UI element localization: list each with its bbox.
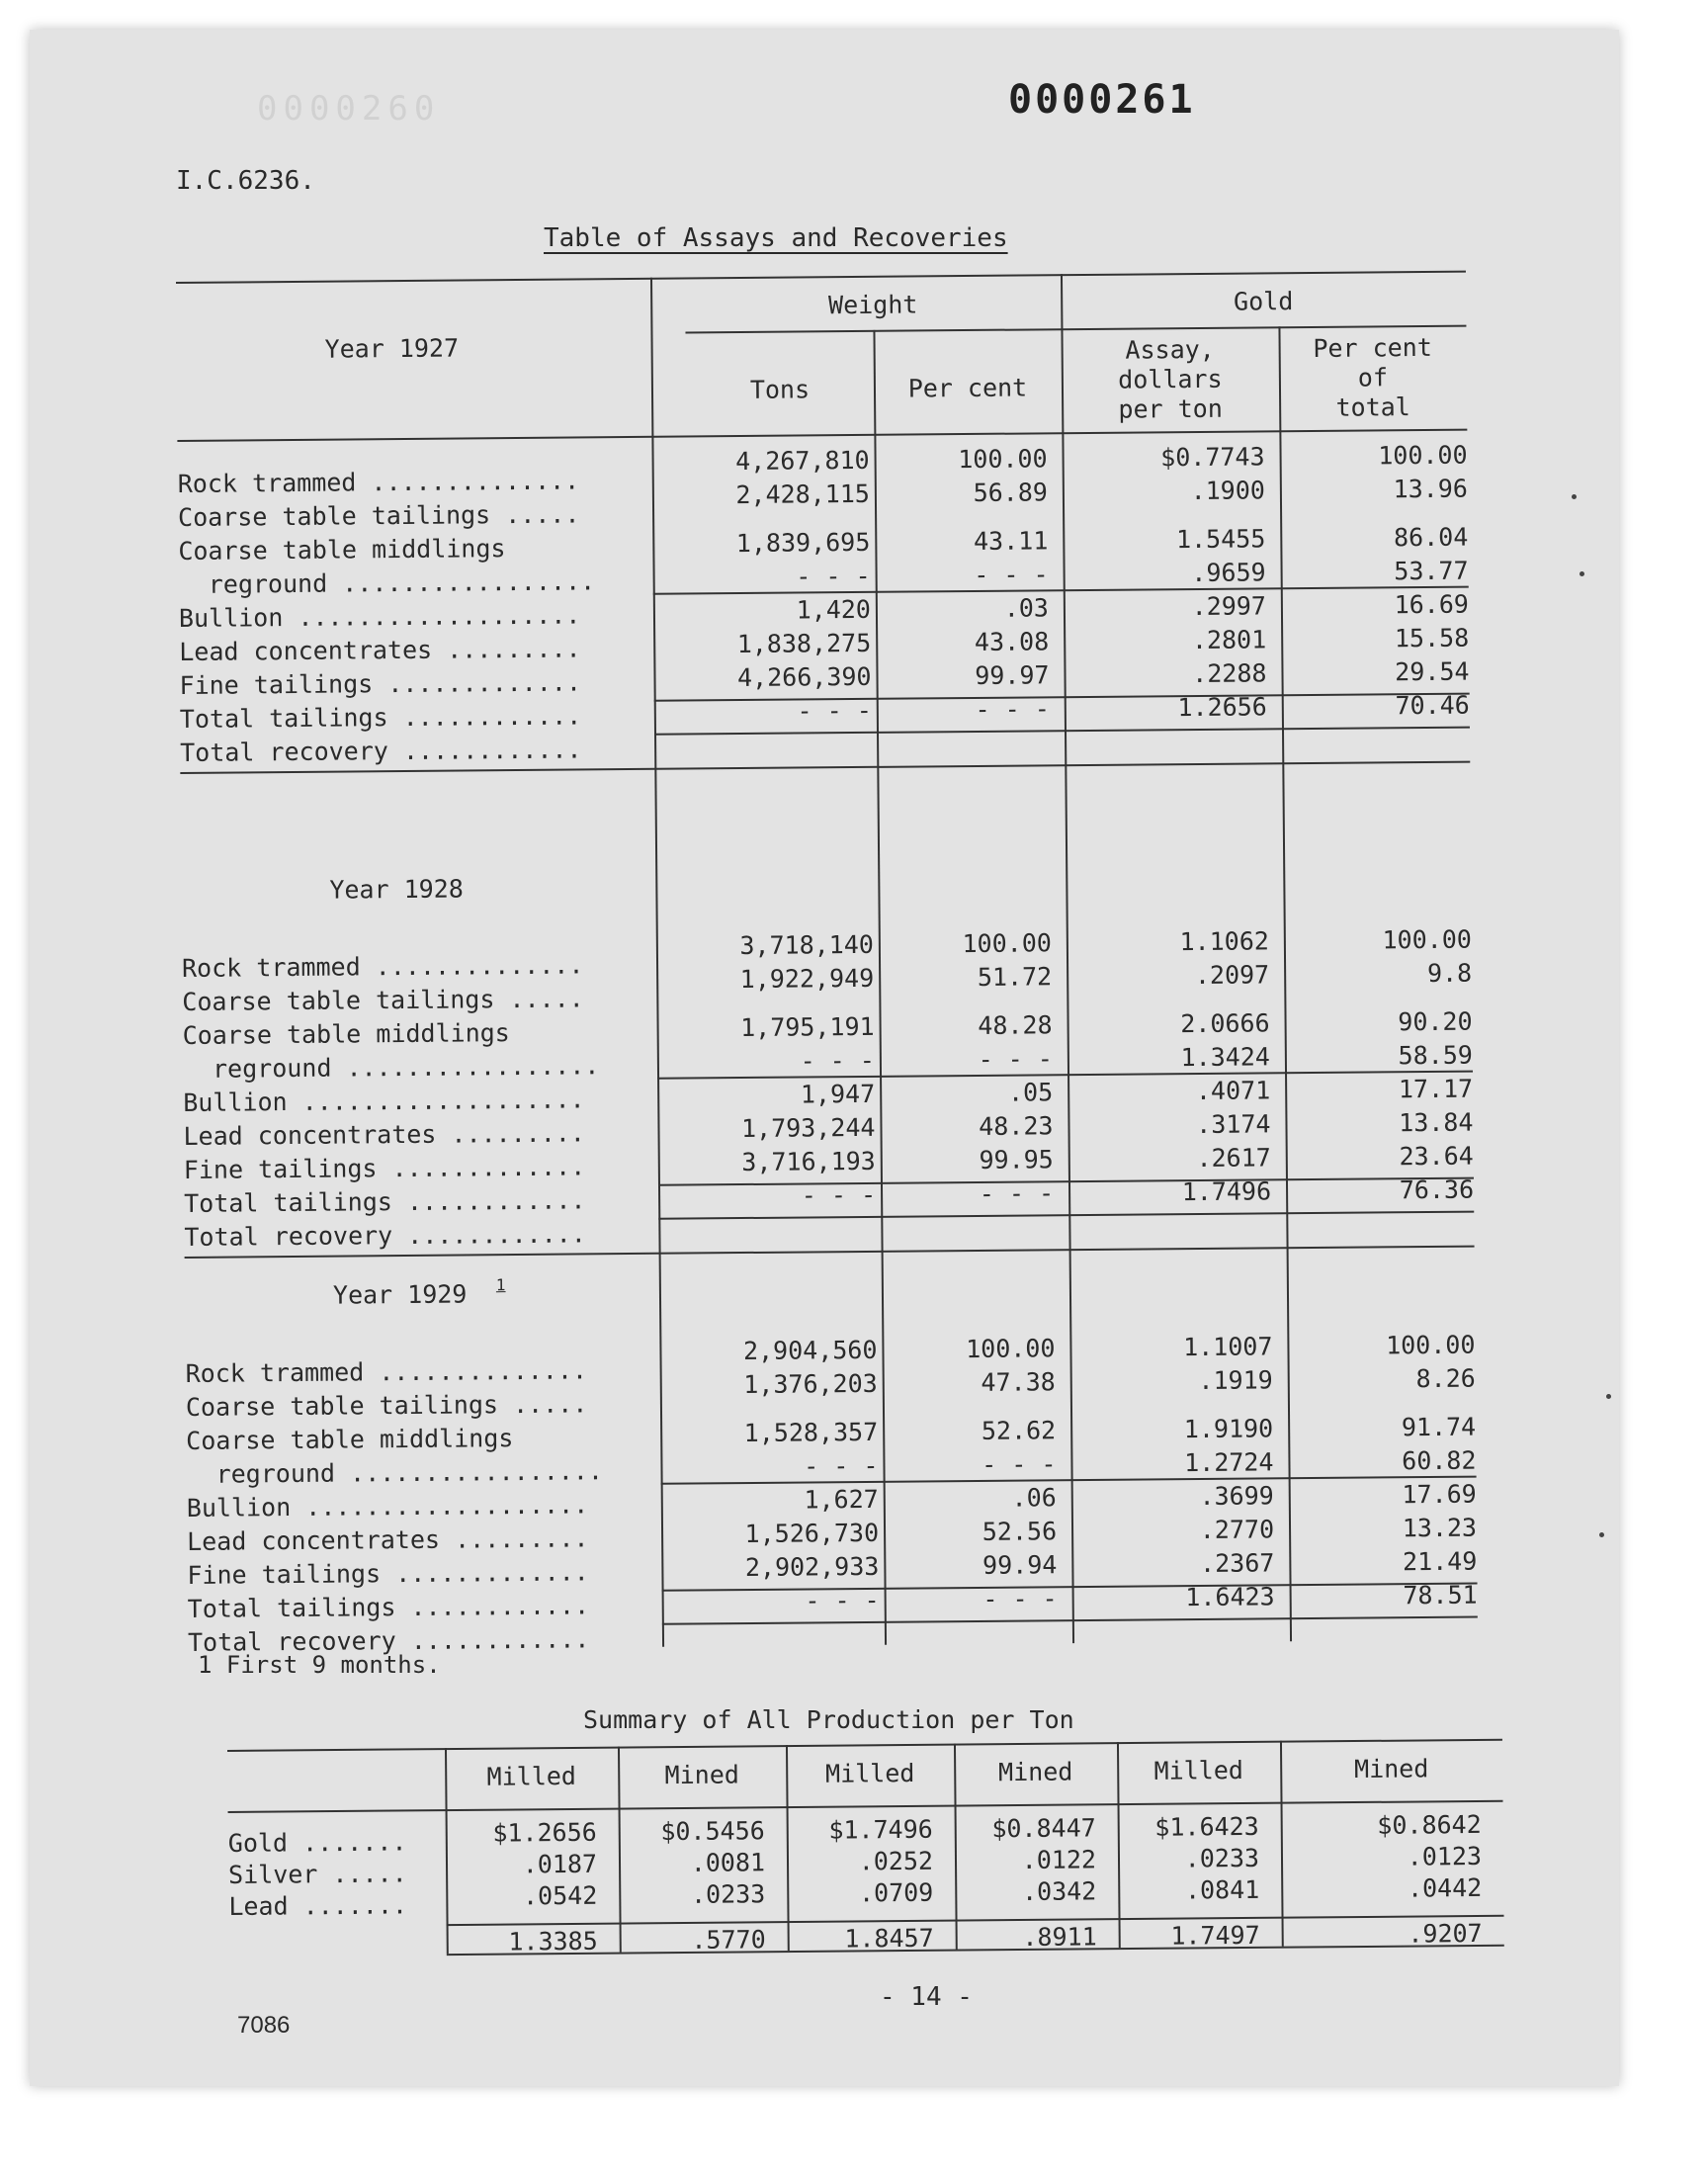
summary-header-milled: Milled: [486, 1761, 577, 1791]
summary-value: $0.8447: [991, 1813, 1096, 1844]
row-label-coarse-mid: Coarse table middlings: [182, 1018, 510, 1050]
summary-total: 1.7497: [1170, 1920, 1260, 1951]
tons-value: 1,793,244: [740, 1112, 876, 1144]
row-label-bullion: Bullion ...................: [183, 1085, 585, 1117]
row-label-coarse-tail: Coarse table tailings .....: [177, 499, 580, 532]
row-label-bullion: Bullion ...................: [186, 1490, 589, 1522]
total-value: 70.46: [1395, 690, 1470, 721]
header-rule-weight-gold: [685, 325, 1466, 334]
pct-value: 52.56: [982, 1517, 1058, 1546]
tons-value: - - -: [800, 1045, 876, 1076]
summary-table: [227, 1739, 1504, 1958]
row-label-rock: Rock trammed ..............: [185, 1355, 588, 1388]
summary-header-mined: Mined: [1353, 1754, 1429, 1784]
total-value: 17.69: [1402, 1479, 1477, 1510]
assays-recoveries-table: [176, 271, 1478, 1657]
summary-row-label: Silver .....: [227, 1859, 407, 1889]
scan-speck: [1599, 1532, 1604, 1537]
assay-value: 1.7496: [1181, 1176, 1272, 1207]
form-code: 7086: [237, 2012, 291, 2039]
pct-value: 51.72: [977, 962, 1053, 992]
summary-header-mined: Mined: [997, 1757, 1073, 1787]
assay-value: 1.6423: [1185, 1582, 1275, 1612]
assay-value: $0.7743: [1160, 442, 1265, 473]
col-divider-3: [1061, 274, 1074, 1643]
percent-total-line2: of: [1357, 363, 1389, 392]
pct-value: - - -: [974, 560, 1049, 589]
tons-value: 1,795,191: [740, 1011, 875, 1043]
pct-value: 99.94: [982, 1550, 1058, 1580]
row-label-fine: Fine tailings .............: [179, 667, 582, 700]
total-value: 9.8: [1426, 958, 1473, 988]
pct-value: 43.11: [973, 526, 1049, 556]
summary-title: Summary of All Production per Ton: [583, 1705, 1074, 1734]
pct-value: - - -: [982, 1584, 1058, 1613]
total-value: 91.74: [1401, 1412, 1477, 1442]
row-label-total-rec: Total recovery ............: [180, 735, 582, 767]
summary-value: .0709: [858, 1877, 934, 1908]
summary-value: .0841: [1184, 1874, 1260, 1905]
per-cent-header: Per cent: [907, 373, 1028, 403]
total-value: 21.49: [1402, 1546, 1478, 1577]
total-value: 13.96: [1393, 474, 1469, 504]
assay-header: [1062, 334, 1280, 425]
assay-header-line2: dollars: [1118, 364, 1223, 394]
assay-value: .2367: [1199, 1548, 1275, 1579]
summary-value: .0252: [858, 1846, 934, 1876]
total-value: 76.36: [1399, 1174, 1475, 1205]
summary-value: .0233: [1184, 1843, 1260, 1873]
pct-value: .05: [1007, 1078, 1054, 1107]
assay-value: 1.3424: [1180, 1042, 1271, 1073]
row-label-total-tail: Total tailings ............: [184, 1185, 586, 1218]
summary-value: $1.7496: [828, 1814, 933, 1845]
row-label-fine: Fine tailings .............: [187, 1557, 589, 1590]
information-circular-number: I.C.6236.: [176, 166, 315, 196]
total-value: 100.00: [1382, 924, 1472, 955]
gold-header: Gold: [1233, 287, 1294, 316]
pct-value: 56.89: [973, 478, 1049, 507]
pct-value: 43.08: [974, 627, 1050, 656]
assay-value: 2.0666: [1180, 1008, 1270, 1039]
row-label-total-tail: Total tailings ............: [187, 1591, 590, 1623]
percent-total-header: [1279, 333, 1468, 424]
assay-value: 1.1062: [1179, 926, 1269, 957]
row-label-bullion: Bullion ...................: [178, 600, 581, 633]
row-label-total-rec: Total recovery ............: [184, 1219, 586, 1252]
row-label-rock: Rock trammed ..............: [181, 950, 584, 983]
pct-value: .03: [1003, 593, 1050, 623]
tons-value: 1,839,695: [735, 527, 871, 559]
assay-value: .2801: [1191, 625, 1267, 655]
tons-value: 3,718,140: [739, 929, 875, 961]
total-value: 29.54: [1395, 656, 1470, 687]
pct-value: 48.28: [978, 1010, 1053, 1040]
assay-value: .2097: [1194, 960, 1270, 991]
pct-value: 100.00: [962, 928, 1052, 959]
percent-total-line1: Per cent: [1313, 332, 1432, 363]
footnote-mark: 1: [495, 1275, 506, 1295]
section-subrule: [654, 727, 1470, 736]
row-label-coarse-tail: Coarse table tailings .....: [185, 1389, 588, 1422]
summary-header-milled: Milled: [824, 1758, 915, 1788]
summary-value: .0442: [1407, 1872, 1483, 1903]
tons-value: 1,528,357: [743, 1417, 879, 1448]
summary-value: $0.5456: [660, 1816, 765, 1847]
percent-total-line3: total: [1335, 392, 1410, 422]
summary-total: 1.3385: [508, 1926, 598, 1957]
tons-value: - - -: [797, 695, 872, 726]
scan-speck: [1572, 494, 1577, 499]
tons-value: 1,922,949: [739, 963, 875, 995]
assay-value: 1.2656: [1177, 692, 1267, 723]
total-value: 60.82: [1402, 1445, 1477, 1476]
footnote: 1 First 9 months.: [198, 1651, 441, 1679]
assay-value: .2617: [1196, 1143, 1271, 1174]
assay-header-line1: Assay,: [1125, 334, 1215, 365]
header-bottom-rule: [177, 429, 1467, 442]
tons-value: 3,716,193: [741, 1146, 876, 1177]
year-title: Year 1928: [329, 874, 464, 905]
total-value: 8.26: [1415, 1363, 1476, 1394]
pct-value: 99.97: [975, 660, 1050, 690]
summary-value: $1.2656: [492, 1817, 597, 1848]
pct-value: 52.62: [981, 1416, 1057, 1445]
summary-total: .8911: [1022, 1922, 1097, 1952]
pct-value: 47.38: [981, 1367, 1056, 1397]
total-value: 90.20: [1398, 1006, 1473, 1037]
table-title: Table of Assays and Recoveries: [544, 223, 1008, 253]
col-divider-4: [1278, 326, 1292, 1641]
tons-value: 1,947: [800, 1079, 876, 1109]
tons-value: - - -: [805, 1585, 880, 1615]
summary-value: $0.8642: [1377, 1809, 1482, 1840]
bleed-through-marks: 0000260: [257, 89, 441, 129]
pct-value: - - -: [982, 1449, 1057, 1479]
tons-value: - - -: [804, 1450, 879, 1481]
tons-value: 2,902,933: [744, 1551, 880, 1583]
row-label-fine: Fine tailings .............: [183, 1152, 586, 1184]
tons-value: 1,627: [804, 1484, 879, 1515]
tons-value: 1,526,730: [744, 1518, 880, 1549]
assay-value: 1.2724: [1184, 1447, 1274, 1478]
summary-value: .0123: [1407, 1841, 1483, 1871]
section-subrule: [662, 1616, 1478, 1625]
assay-value: .4071: [1195, 1076, 1271, 1106]
tons-value: 1,838,275: [736, 628, 872, 659]
summary-top-rule: [227, 1739, 1502, 1752]
page-number: - 14 -: [880, 1982, 973, 2012]
summary-value: .0081: [690, 1848, 766, 1877]
row-label-total-tail: Total tailings ............: [179, 701, 582, 734]
assay-value: .1919: [1198, 1365, 1273, 1396]
assay-header-line3: per ton: [1118, 393, 1223, 424]
row-label-lead: Lead concentrates .........: [179, 634, 581, 666]
assay-value: .2288: [1192, 658, 1267, 689]
assay-value: .3174: [1196, 1109, 1271, 1140]
tons-value: 2,428,115: [735, 478, 871, 510]
weight-header: Weight: [827, 290, 918, 320]
summary-total: .5770: [691, 1925, 766, 1955]
total-value: 53.77: [1394, 556, 1469, 586]
summary-value: .0122: [1021, 1845, 1097, 1874]
year-title: Year 1927: [324, 333, 460, 364]
section-subrule: [658, 1211, 1474, 1220]
row-label-reground: reground .................: [186, 1456, 604, 1489]
assay-value: .3699: [1199, 1481, 1274, 1512]
tons-value: 1,420: [796, 594, 872, 625]
pct-value: 48.23: [979, 1111, 1054, 1141]
pct-value: 100.00: [958, 444, 1048, 475]
summary-value: .0187: [522, 1849, 598, 1879]
summary-row-label: Gold .......: [227, 1827, 407, 1858]
total-value: 86.04: [1393, 522, 1469, 553]
assay-value: 1.5455: [1175, 524, 1266, 555]
pct-value: - - -: [975, 694, 1050, 724]
row-label-coarse-mid: Coarse table middlings: [178, 534, 506, 566]
assay-value: 1.1007: [1183, 1332, 1273, 1362]
total-value: 17.17: [1398, 1074, 1474, 1104]
scan-speck: [1580, 571, 1584, 576]
total-value: 13.84: [1399, 1107, 1474, 1138]
tons-value: - - -: [801, 1179, 877, 1210]
total-value: 100.00: [1385, 1330, 1476, 1360]
pct-value: - - -: [978, 1044, 1054, 1074]
row-label-lead: Lead concentrates .........: [186, 1523, 589, 1556]
summary-header-mined: Mined: [664, 1760, 739, 1790]
tons-value: 4,266,390: [736, 661, 872, 693]
summary-total: .9207: [1408, 1918, 1483, 1949]
pct-value: - - -: [979, 1178, 1055, 1208]
document-page: [30, 30, 1619, 2086]
tons-value: 1,376,203: [743, 1368, 878, 1400]
summary-row-label: Lead .......: [228, 1890, 408, 1921]
total-value: 78.51: [1403, 1580, 1478, 1610]
total-value: 13.23: [1402, 1513, 1478, 1543]
total-value: 100.00: [1378, 440, 1468, 471]
assay-value: .2770: [1199, 1515, 1275, 1545]
summary-value: .0233: [690, 1879, 766, 1909]
year-title: Year 1929: [332, 1279, 468, 1310]
summary-total: 1.8457: [844, 1923, 934, 1954]
row-label-lead: Lead concentrates .........: [183, 1118, 586, 1151]
summary-value: .0542: [522, 1880, 598, 1911]
tons-value: 2,904,560: [742, 1335, 878, 1366]
pct-value: 99.95: [979, 1145, 1054, 1174]
summary-value: .0342: [1021, 1876, 1097, 1906]
total-value: 16.69: [1394, 589, 1470, 620]
row-label-coarse-mid: Coarse table middlings: [186, 1424, 514, 1455]
tons-value: 4,267,810: [735, 445, 870, 477]
summary-value: $1.6423: [1154, 1811, 1259, 1842]
tons-header: Tons: [749, 375, 811, 404]
document-number: 0000261: [1008, 77, 1196, 123]
table-top-rule: [176, 271, 1466, 284]
assay-value: .9659: [1191, 558, 1266, 588]
summary-header-milled: Milled: [1153, 1756, 1244, 1785]
assay-value: .1900: [1190, 476, 1266, 506]
row-label-coarse-tail: Coarse table tailings .....: [182, 984, 584, 1016]
total-value: 58.59: [1398, 1040, 1474, 1071]
total-value: 23.64: [1399, 1141, 1474, 1172]
row-label-total-rec: Total recovery ............: [187, 1624, 590, 1657]
row-label-reground: reground .................: [178, 566, 596, 599]
assay-value: .2997: [1191, 591, 1267, 622]
scan-speck: [1606, 1394, 1611, 1399]
col-divider-2: [873, 330, 887, 1645]
assay-value: 1.9190: [1183, 1414, 1274, 1444]
pct-value: 100.00: [966, 1334, 1056, 1364]
pct-value: .06: [1011, 1483, 1057, 1513]
total-value: 15.58: [1394, 623, 1470, 653]
row-label-rock: Rock trammed ..............: [177, 466, 580, 498]
tons-value: - - -: [796, 561, 871, 591]
row-label-reground: reground .................: [182, 1051, 600, 1084]
